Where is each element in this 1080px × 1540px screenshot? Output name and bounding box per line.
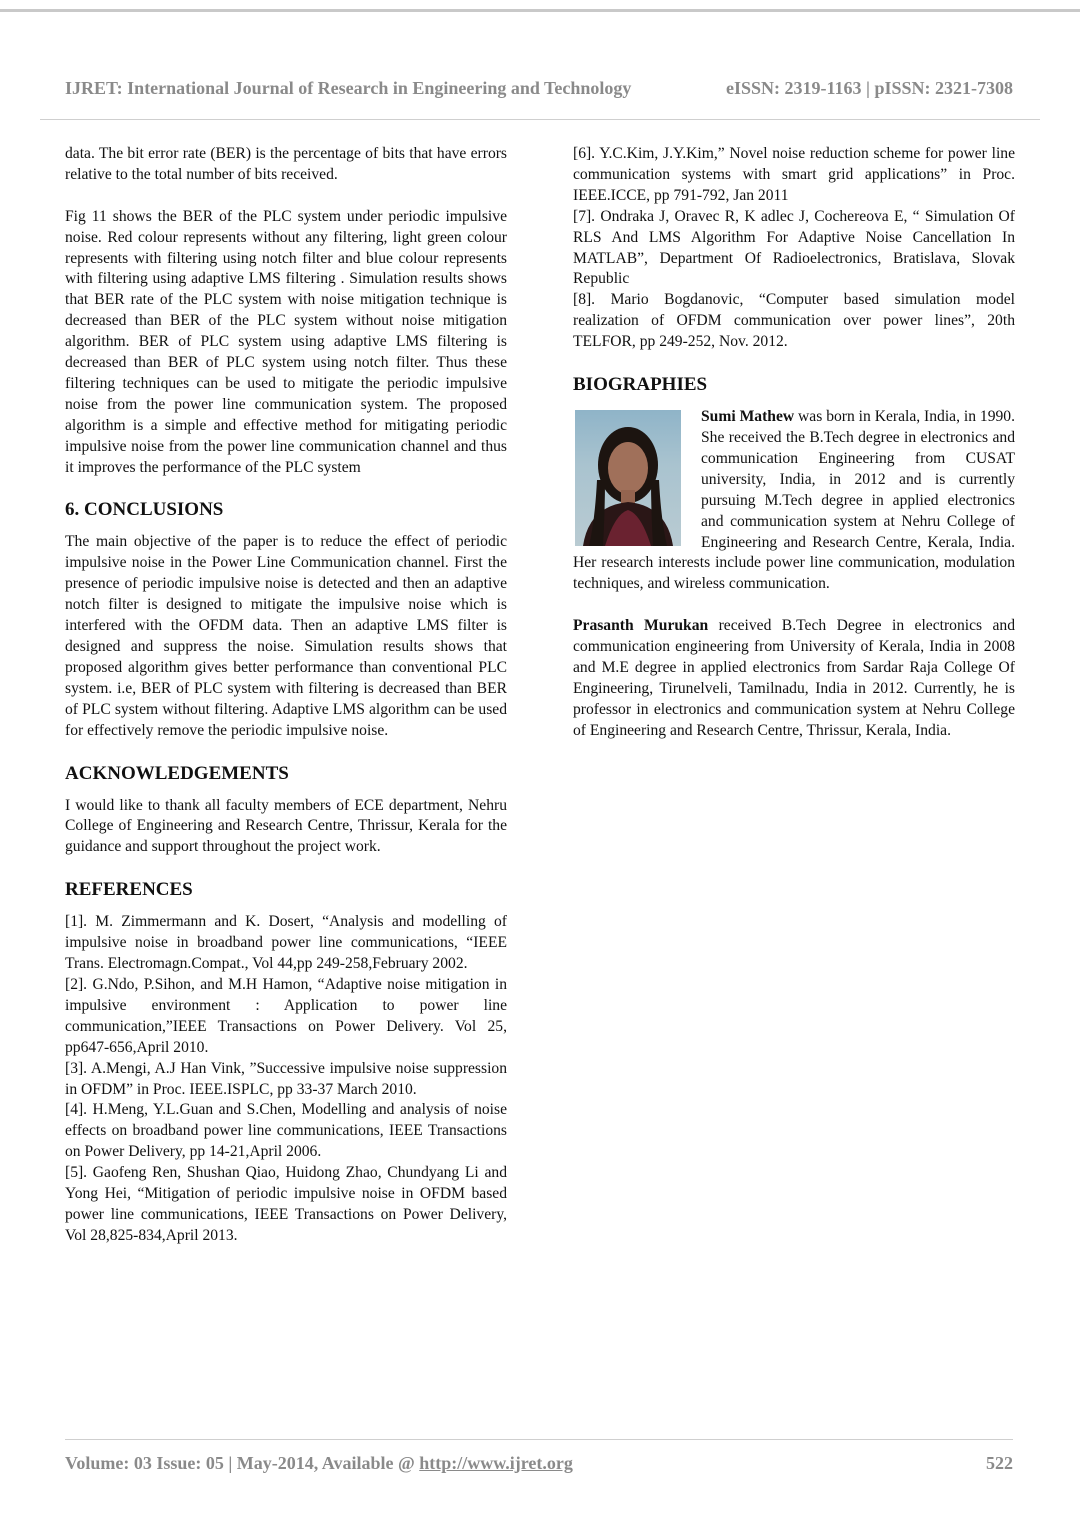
issn-text: eISSN: 2319-1163 | pISSN: 2321-7308: [726, 78, 1013, 98]
conclusions-heading: 6. CONCLUSIONS: [65, 499, 224, 521]
reference-item: [3]. A.Mengi, A.J Han Vink, ”Successive impulsive noise suppression in OFDM” in Proc. IEEE.ISPLC, pp 33-37 March 2010.: [65, 1059, 507, 1098]
portrait-image: [575, 410, 681, 546]
author-photo: [575, 410, 681, 546]
references-heading: REFERENCES: [65, 879, 193, 901]
bio-sumi-mathew: [573, 407, 1015, 595]
page-header: [65, 78, 1013, 99]
footer-volume: [65, 1453, 573, 1474]
bio-name: Sumi Mathew: [701, 408, 795, 426]
page-footer: [65, 1453, 1013, 1474]
footer-rule: [65, 1439, 1013, 1440]
fig11-paragraph: Fig 11 shows the BER of the PLC system under periodic impulsive noise. Red colour represents without any filtering, light green colour represents with filtering using notch filter and blue colour represents with filtering using adaptive LMS filtering . Simulation results shows that BER rate of the PLC system with noise mitigation technique is decreased than BER of the PLC system without noise mitigation algorithm. BER of PLC system using adaptive LMS filtering is decreased than BER of PLC system using notch filter. Thus these filtering techniques can be used to mitigate the periodic impulsive noise from the power line communication system. The proposed algorithm is a simple and effective method for mitigating periodic impulsive noise from the power line communication channel and thus it improves the performance of the PLC system: [65, 207, 507, 476]
bio-text: was born in Kerala, India, in 1990. She received the B.Tech degree in electronics and communication Engineering from CUSAT university, India, in 2012 and is currently pursuing M.Tech degree in applied electronics and communication system at Nehru College of Engineering and Research Centre, Kerala, India. Her research interests include power line communication, modulation techniques, and wireless communication.: [573, 408, 1015, 593]
bio-prasanth-murukan: [573, 616, 1015, 741]
header-rule: [40, 119, 1040, 120]
left-column: [65, 144, 507, 1247]
reference-item: [5]. Gaofeng Ren, Shushan Qiao, Huidong Zhao, Chundyang Li and Yong Hei, “Mitigation of periodic impulsive noise in OFDM based power line communications, IEEE Transactions on Power Delivery, Vol 28,825-834,April 2013.: [65, 1164, 507, 1244]
reference-item: [6]. Y.C.Kim, J.Y.Kim,” Novel noise reduction scheme for power line communication systems with smart grid applications” in Proc. IEEE.ICCE, pp 791-792, Jan 2011: [573, 145, 1015, 204]
page-number: 522: [986, 1453, 1013, 1473]
reference-item: [1]. M. Zimmermann and K. Dosert, “Analysis and modelling of impulsive noise in broadband power line communications, “IEEE Trans. Electromagn.Compat., Vol 44,pp 249-258,February 2002.: [65, 913, 507, 973]
reference-item: [2]. G.Ndo, P.Sihon, and M.H Hamon, “Adaptive noise mitigation in impulsive environment : Application to power line communication,”IEEE Transactions on Power Delivery. Vol 25, pp647-656,April 2010.: [65, 975, 507, 1056]
acknowledgements-heading: ACKNOWLEDGEMENTS: [65, 762, 289, 784]
acknowledgements-paragraph: I would like to thank all faculty members of ECE department, Nehru College of Engineering and Research Centre, Thrissur, Kerala for the guidance and support throughout the project work.: [65, 796, 507, 856]
reference-item: [7]. Ondraka J, Oravec R, K adlec J, Cochereova E, “ Simulation Of RLS And LMS Algorithm For Adaptive Noise Cancellation In MATLAB”, Department Of Radioelectronics, Bratislava, Slovak Republic: [573, 207, 1015, 288]
conclusions-paragraph: The main objective of the paper is to reduce the effect of periodic impulsive noise in the Power Line Communication channel. First the presence of periodic impulsive noise is detected and then an adaptive notch filter is designed to mitigate the impulsive noise which is interfered with the OFDM data. Then an adaptive LMS filter is designed and suppress the noise. Simulation results shows that proposed algorithm gives better performance than conventional PLC system. i.e, BER of PLC system with filtering is decreased than BER of PLC system without filtering. Adaptive LMS algorithm can be used for effectively remove the periodic impulsive noise.: [65, 533, 507, 739]
top-rule: [0, 9, 1080, 12]
journal-link[interactable]: http://www.ijret.org: [419, 1453, 573, 1473]
reference-item: [4]. H.Meng, Y.L.Guan and S.Chen, Modelling and analysis of noise effects on broadband power line communications, IEEE Transactions on Power Delivery, pp 14-21,April 2006.: [65, 1101, 507, 1161]
bio-name: Prasanth Murukan: [573, 617, 709, 635]
biographies-heading: BIOGRAPHIES: [573, 374, 708, 396]
volume-text: Volume: 03 Issue: 05 | May-2014, Available @: [65, 1453, 420, 1473]
bio-text: received B.Tech Degree in electronics and communication engineering from University of Kerala, India in 2008 and M.E degree in applied electronics from Sardar Raja College Of Engineering, Tirunelveli, Tamilnadu, India in 2012. Currently, he is professor in electronics and communication system at Nehru College of Engineering and Research Centre, Thrissur, Kerala, India.: [573, 617, 1015, 739]
right-column: [573, 144, 1015, 742]
ber-definition-paragraph: data. The bit error rate (BER) is the percentage of bits that have errors relative to the total number of bits received.: [65, 145, 507, 183]
reference-item: [8]. Mario Bogdanovic, “Computer based simulation model realization of OFDM communication over power lines”, 20th TELFOR, pp 249-252, Nov. 2012.: [573, 291, 1015, 351]
journal-title: IJRET: International Journal of Research in Engineering and Technology: [65, 78, 632, 98]
